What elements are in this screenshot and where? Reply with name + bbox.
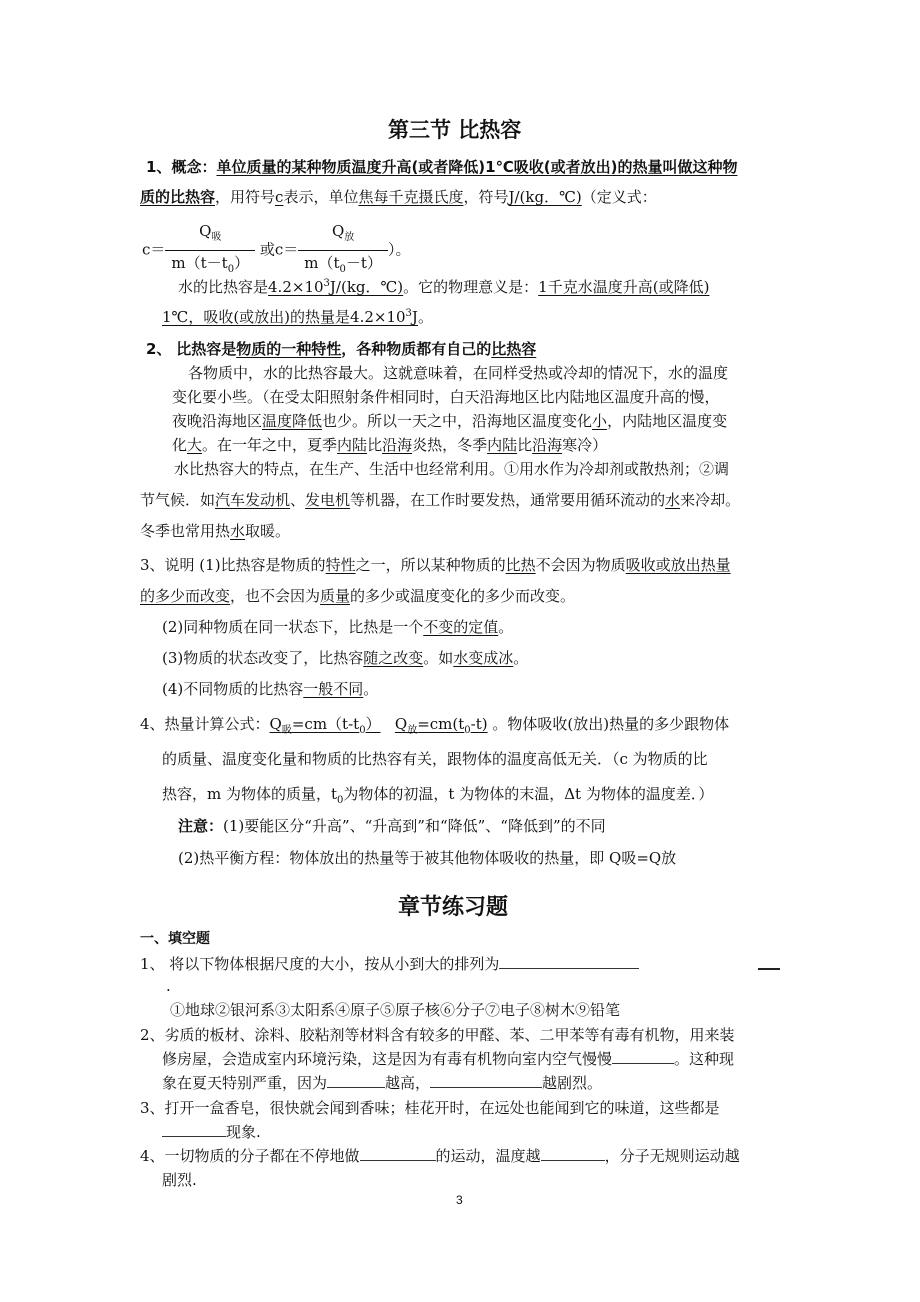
answer-blank[interactable] — [360, 1146, 436, 1161]
answer-blank-end[interactable] — [758, 968, 780, 970]
concept-line-2: 质的比热容，用符号c表示，单位焦每千克摄氏度，符号J/(kg．℃)（定义式： — [140, 188, 657, 206]
question-1-dot: . — [166, 977, 171, 995]
question-3-line: 3、打开一盒香皂，很快就会闻到香味；桂花开时，在远处也能闻到它的味道，这些都是 — [140, 1099, 720, 1117]
notes-line: (3)物质的状态改变了，比热容随之改变。如水变成冰。 — [162, 649, 529, 667]
question-4-line: 4、一切物质的分子都在不停地做 的运动，温度越 ，分子无规则运动越 — [140, 1147, 740, 1165]
section-title: 第三节 比热容 — [388, 118, 522, 142]
answer-blank[interactable] — [430, 1073, 542, 1088]
note-line: (2)热平衡方程：物体放出的热量等于被其他物体吸收的热量，即 Q吸=Q放 — [178, 849, 677, 867]
page-number: 3 — [456, 1193, 463, 1207]
notes-line: (2)同种物质在同一状态下，比热是一个不变的定值。 — [162, 618, 514, 636]
property-paragraph-line: 各物质中，水的比热容最大。这就意味着，在同样受热或冷却的情况下，水的温度 — [188, 364, 729, 382]
heat-formula-line: 热容，m 为物体的质量，$t_0$为物体的初温，t 为物体的末温，Δt 为物体的温度差．） — [162, 785, 714, 806]
answer-blank[interactable] — [612, 1049, 674, 1064]
property-paragraph-line: 夜晚沿海地区温度降低也少。所以一天之中，沿海地区温度变化小，内陆地区温度变 — [172, 412, 728, 430]
answer-blank[interactable] — [499, 954, 639, 969]
answer-blank[interactable] — [162, 1122, 226, 1137]
question-4-line: 剧烈. — [162, 1171, 197, 1189]
water-meaning-line: 1℃，吸收(或放出)的热量是$4.2\times 10^3J$。 — [162, 308, 433, 326]
property-paragraph-line: 变化要小些。（在受太阳照射条件相同时，白天沿海地区比内陆地区温度升高的慢， — [172, 388, 720, 406]
question-2-line: 2、劣质的板材、涂料、胶粘剂等材料含有较多的甲醛、苯、二甲苯等有毒有机物，用来装 — [140, 1026, 735, 1044]
question-1-options: ①地球②银河系③太阳系④原子⑤原子核⑥分子⑦电子⑧树木⑨铅笔 — [170, 1001, 621, 1019]
property-paragraph-line: 冬季也常用热水取暖。 — [140, 522, 291, 540]
property-heading: 2、 比热容是物质的一种特性，各种物质都有自己的比热容 — [146, 340, 537, 358]
question-3-line: 现象. — [162, 1122, 261, 1142]
note-line: 注意：(1)要能区分“升高”、“升高到”和“降低”、“降低到”的不同 — [178, 817, 606, 835]
notes-line: 3、说明 (1)比热容是物质的特性之一，所以某种物质的比热不会因为物质吸收或放出热量 — [140, 556, 731, 574]
notes-line: (4)不同物质的比热容一般不同。 — [162, 680, 379, 698]
heat-formula-line: 的质量、温度变化量和物质的比热容有关，跟物体的温度高低无关．（c 为物质的比 — [162, 750, 708, 768]
question-2-line: 象在夏天特别严重，因为 越高， 越剧烈。 — [162, 1074, 603, 1092]
definition-text: 单位质量的某种物质温度升高(或者降低)1℃吸收(或者放出)的热量叫做这种物 — [216, 158, 738, 176]
formula-fraction-absorb: $\frac{Q_吸}{m(t-t_0)}$ — [165, 221, 255, 280]
formula-fraction-release: $\frac{Q_放}{m(t_0-t)}$ — [298, 221, 388, 280]
property-paragraph-line: 化大。在一年之中，夏季内陆比沿海炎热，冬季内陆比沿海寒冷） — [172, 436, 608, 454]
definition-formula: c＝ $\frac{Q_吸}{m(t-t_0)}$ 或c＝ $\frac{Q_放}{m(t_0-t)}$ ）。 — [142, 221, 410, 280]
property-paragraph-line: 水比热容大的特点，在生产、生活中也经常利用。①用水作为冷却剂或散热剂；②调 — [174, 460, 730, 478]
water-capacity-line: 水的比热容是$4.2\times 10^3J/(kg$．℃)。它的物理意义是：1千克水温度升高(或降低) — [178, 278, 710, 296]
property-paragraph-line: 节气候．如汽车发动机、发电机等机器，在工作时要发热，通常要用循环流动的水来冷却。 — [140, 491, 741, 509]
notes-line: 的多少而改变，也不会因为质量的多少或温度变化的多少而改变。 — [140, 587, 576, 605]
question-1: 1、 将以下物体根据尺度的大小，按从小到大的排列为 — [140, 954, 639, 974]
question-2-line: 修房屋，会造成室内环境污染，这是因为有毒有机物向室内空气慢慢 。这种现 — [162, 1050, 735, 1068]
answer-blank[interactable] — [541, 1146, 605, 1161]
answer-blank[interactable] — [327, 1073, 385, 1088]
exercises-title: 章节练习题 — [398, 895, 509, 920]
exercise-section-heading: 一、填空题 — [140, 931, 210, 947]
concept-line-1: 1、概念：单位质量的某种物质温度升高(或者降低)1℃吸收(或者放出)的热量叫做这种物 — [146, 158, 738, 176]
heat-formula-line: 4、热量计算公式：$Q_吸=cm(t-t_0)$ $Q_放=cm(t_0-t)$ 。物体吸收(放出)热量的多少跟物体 — [140, 715, 730, 736]
